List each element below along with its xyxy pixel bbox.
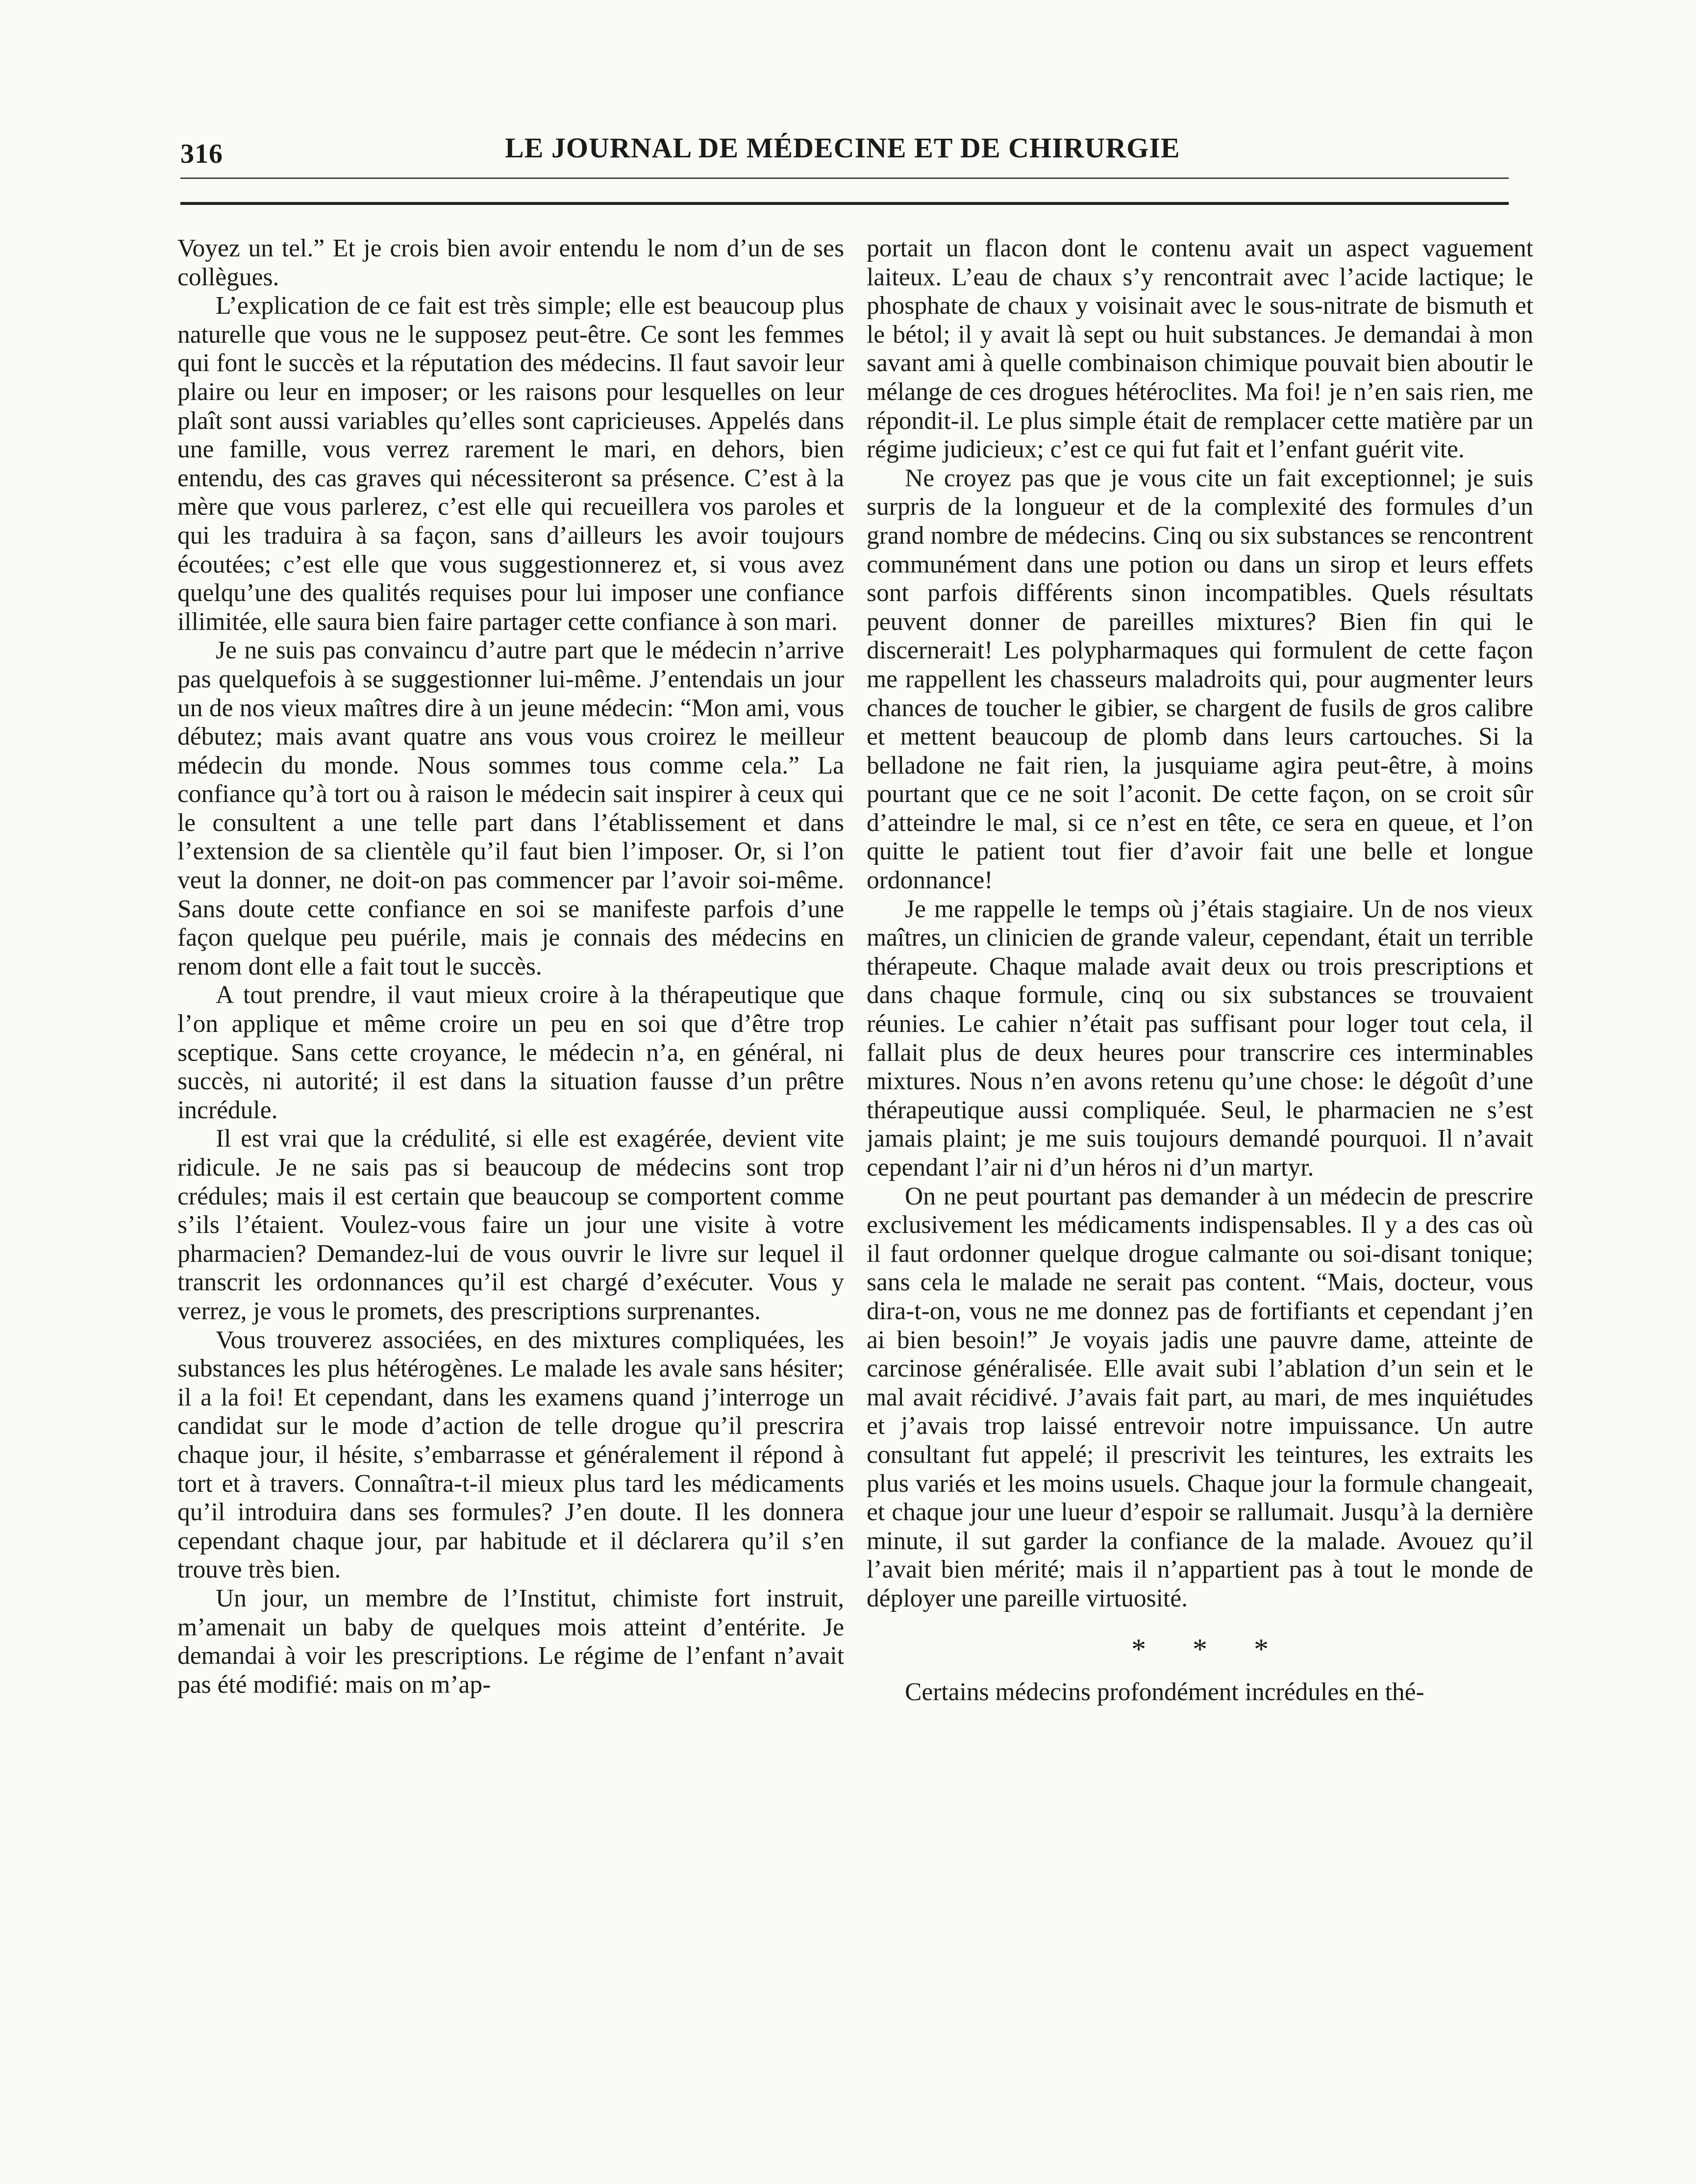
paragraph: Vous trouverez associées, en des mixtures compliquées, les substances les plus hétérogènes. Le malade les avale sans hésiter; il a la foi! Et cependant, dans les examens quand j’interroge un candidat sur le mode d’action de telle drogue qu’il prescrira chaque jour, il hésite, s’embarrasse et généralement il répond à tort et à travers. Connaîtra-t-il mieux plus tard les médicaments qu’il introduira dans ses formules? J’en doute. Il les donnera cependant chaque jour, par habitude et il déclarera qu’il s’en trouve très bien. bbox=[177, 1326, 844, 1584]
paragraph: Un jour, un membre de l’Institut, chimiste fort instruit, m’amenait un baby de quelques mois atteint d’entérite. Je demandai à voir les prescriptions. Le régime de l’enfant n’avait pas été modifié: mais on m’ap- bbox=[177, 1584, 844, 1699]
paragraph: Je ne suis pas convaincu d’autre part que le médecin n’arrive pas quelquefois à se suggestionner lui-même. J’entendais un jour un de nos vieux maîtres dire à un jeune médecin: “Mon ami, vous débutez; mais avant quatre ans vous vous croirez le meilleur médecin du monde. Nous sommes tous comme cela.” La confiance qu’à tort ou à raison le médecin sait inspirer à ceux qui le consultent a une telle part dans l’établissement et dans l’extension de sa clientèle qu’il faut bien l’imposer. Or, si l’on veut la donner, ne doit-on pas commencer par l’avoir soi-même. Sans doute cette confiance en soi se manifeste parfois d’une façon quelque peu puérile, mais je connais des médecins en renom dont elle a fait tout le succès. bbox=[177, 636, 844, 980]
header-rule-thin bbox=[180, 177, 1509, 179]
paragraph: A tout prendre, il vaut mieux croire à la thérapeutique que l’on applique et même croire un peu en soi que d’être trop sceptique. Sans cette croyance, le médecin n’a, en général, ni succès, ni autorité; il est dans la situation fausse d’un prêtre incrédule. bbox=[177, 981, 844, 1124]
paragraph: Il est vrai que la crédulité, si elle est exagérée, devient vite ridicule. Je ne sais pas si beaucoup de médecins sont trop crédules; mais il est certain que beaucoup se comportent comme s’ils l’étaient. Voulez-vous faire un jour une visite à votre pharmacien? Demandez-lui de vous ouvrir le livre sur lequel il transcrit les ordonnances qu’il est chargé d’exécuter. Vous y verrez, je vous le promets, des prescriptions surprenantes. bbox=[177, 1125, 844, 1325]
left-column bbox=[177, 234, 844, 1699]
page-number: 316 bbox=[180, 139, 223, 169]
paragraph: Ne croyez pas que je vous cite un fait exceptionnel; je suis surpris de la longueur et de la complexité des formules d’un grand nombre de médecins. Cinq ou six substances se rencontrent communément dans une potion ou dans un sirop et leurs effets sont parfois différents sinon incompatibles. Quels résultats peuvent donner de pareilles mixtures? Bien fin qui le discernerait! Les polypharmaques qui formulent de cette façon me rappellent les chasseurs maladroits qui, pour augmenter leurs chances de toucher le gibier, se chargent de fusils de gros calibre et mettent beaucoup de plomb dans leurs cartouches. Si la belladone ne fait rien, la jusquiame agira peut-être, à moins pourtant que ce ne soit l’aconit. De cette façon, on se croit sûr d’atteindre le mal, si ce n’est en tête, ce sera en queue, et l’on quitte le patient tout fier d’avoir fait une belle et longue ordonnance! bbox=[867, 464, 1533, 895]
closing-line: Certains médecins profondément incrédules en thé- bbox=[905, 1678, 1424, 1707]
paragraph: L’explication de ce fait est très simple; elle est beaucoup plus naturelle que vous ne le supposez peut-être. Ce sont les femmes qui font le succès et la réputation des médecins. Il faut savoir leur plaire ou leur en imposer; or les raisons pour lesquelles on leur plaît sont aussi variables qu’elles sont capricieuses. Appelés dans une famille, vous verrez rarement le mari, en dehors, bien entendu, des cas graves qui nécessiteront sa présence. C’est à la mère que vous parlerez, c’est elle qui recueillera vos paroles et qui les traduira à sa façon, sans d’ailleurs les avoir toujours écoutées; c’est elle que vous suggestionnerez et, si vous avez quelqu’une des qualités requises pour lui imposer une confiance illimitée, elle saura bien faire partager cette confiance à son mari. bbox=[177, 292, 844, 636]
right-column bbox=[867, 234, 1533, 1707]
paragraph: On ne peut pourtant pas demander à un médecin de prescrire exclusivement les médicaments indispensables. Il y a des cas où il faut ordonner quelque drogue calmante ou soi-disant tonique; sans cela le malade ne serait pas content. “Mais, docteur, vous dira-t-on, vous ne me donnez pas de fortifiants et cependant j’en ai bien besoin!” Je voyais jadis une pauvre dame, atteinte de carcinose généralisée. Elle avait subi l’ablation d’un sein et le mal avait récidivé. J’avais fait part, au mari, de mes inquiétudes et j’avais trop laissé entrevoir notre impuissance. Un autre consultant fut appelé; il prescrivit les teintures, les extraits les plus variés et les moins usuels. Chaque jour la formule changeait, et chaque jour une lueur d’espoir se rallumait. Jusqu’à la dernière minute, il sut garder la confiance de la malade. Avouez qu’il l’avait bien mérité; mais il n’appartient pas à tout le monde de déployer une pareille virtuosité. bbox=[867, 1182, 1533, 1612]
paragraph: Voyez un tel.” Et je crois bien avoir entendu le nom d’un de ses collègues. bbox=[177, 234, 844, 291]
paragraph: Je me rappelle le temps où j’étais stagiaire. Un de nos vieux maîtres, un clinicien de grande valeur, cependant, était un terrible thérapeute. Chaque malade avait deux ou trois prescriptions et dans chaque formule, cinq ou six substances se trouvaient réunies. Le cahier n’était pas suffisant pour loger tout cela, il fallait plus de deux heures pour transcrire ces interminables mixtures. Nous n’en avons retenu qu’une chose: le dégoût d’une thérapeutique aussi compliquée. Seul, le pharmacien ne s’est jamais plaint; je me suis toujours demandé pourquoi. Il n’avait cependant l’air ni d’un héros ni d’un martyr. bbox=[867, 895, 1533, 1181]
paragraph: portait un flacon dont le contenu avait un aspect vaguement laiteux. L’eau de chaux s’y rencontrait avec l’acide lactique; le phosphate de chaux y voisinait avec le sous-nitrate de bismuth et le bétol; il y avait là sept ou huit substances. Je demandai à mon savant ami à quelle combinaison chimique pouvait bien aboutir le mélange de ces drogues hétéroclites. Ma foi! je n’en sais rien, me répondit-il. Le plus simple était de remplacer cette matière par un régime judicieux; c’est ce qui fut fait et l’enfant guérit vite. bbox=[867, 234, 1533, 464]
header-rule bbox=[180, 202, 1509, 205]
journal-title: LE JOURNAL DE MÉDECINE ET DE CHIRURGIE bbox=[505, 132, 1180, 164]
section-separator: * * * bbox=[1131, 1632, 1288, 1665]
